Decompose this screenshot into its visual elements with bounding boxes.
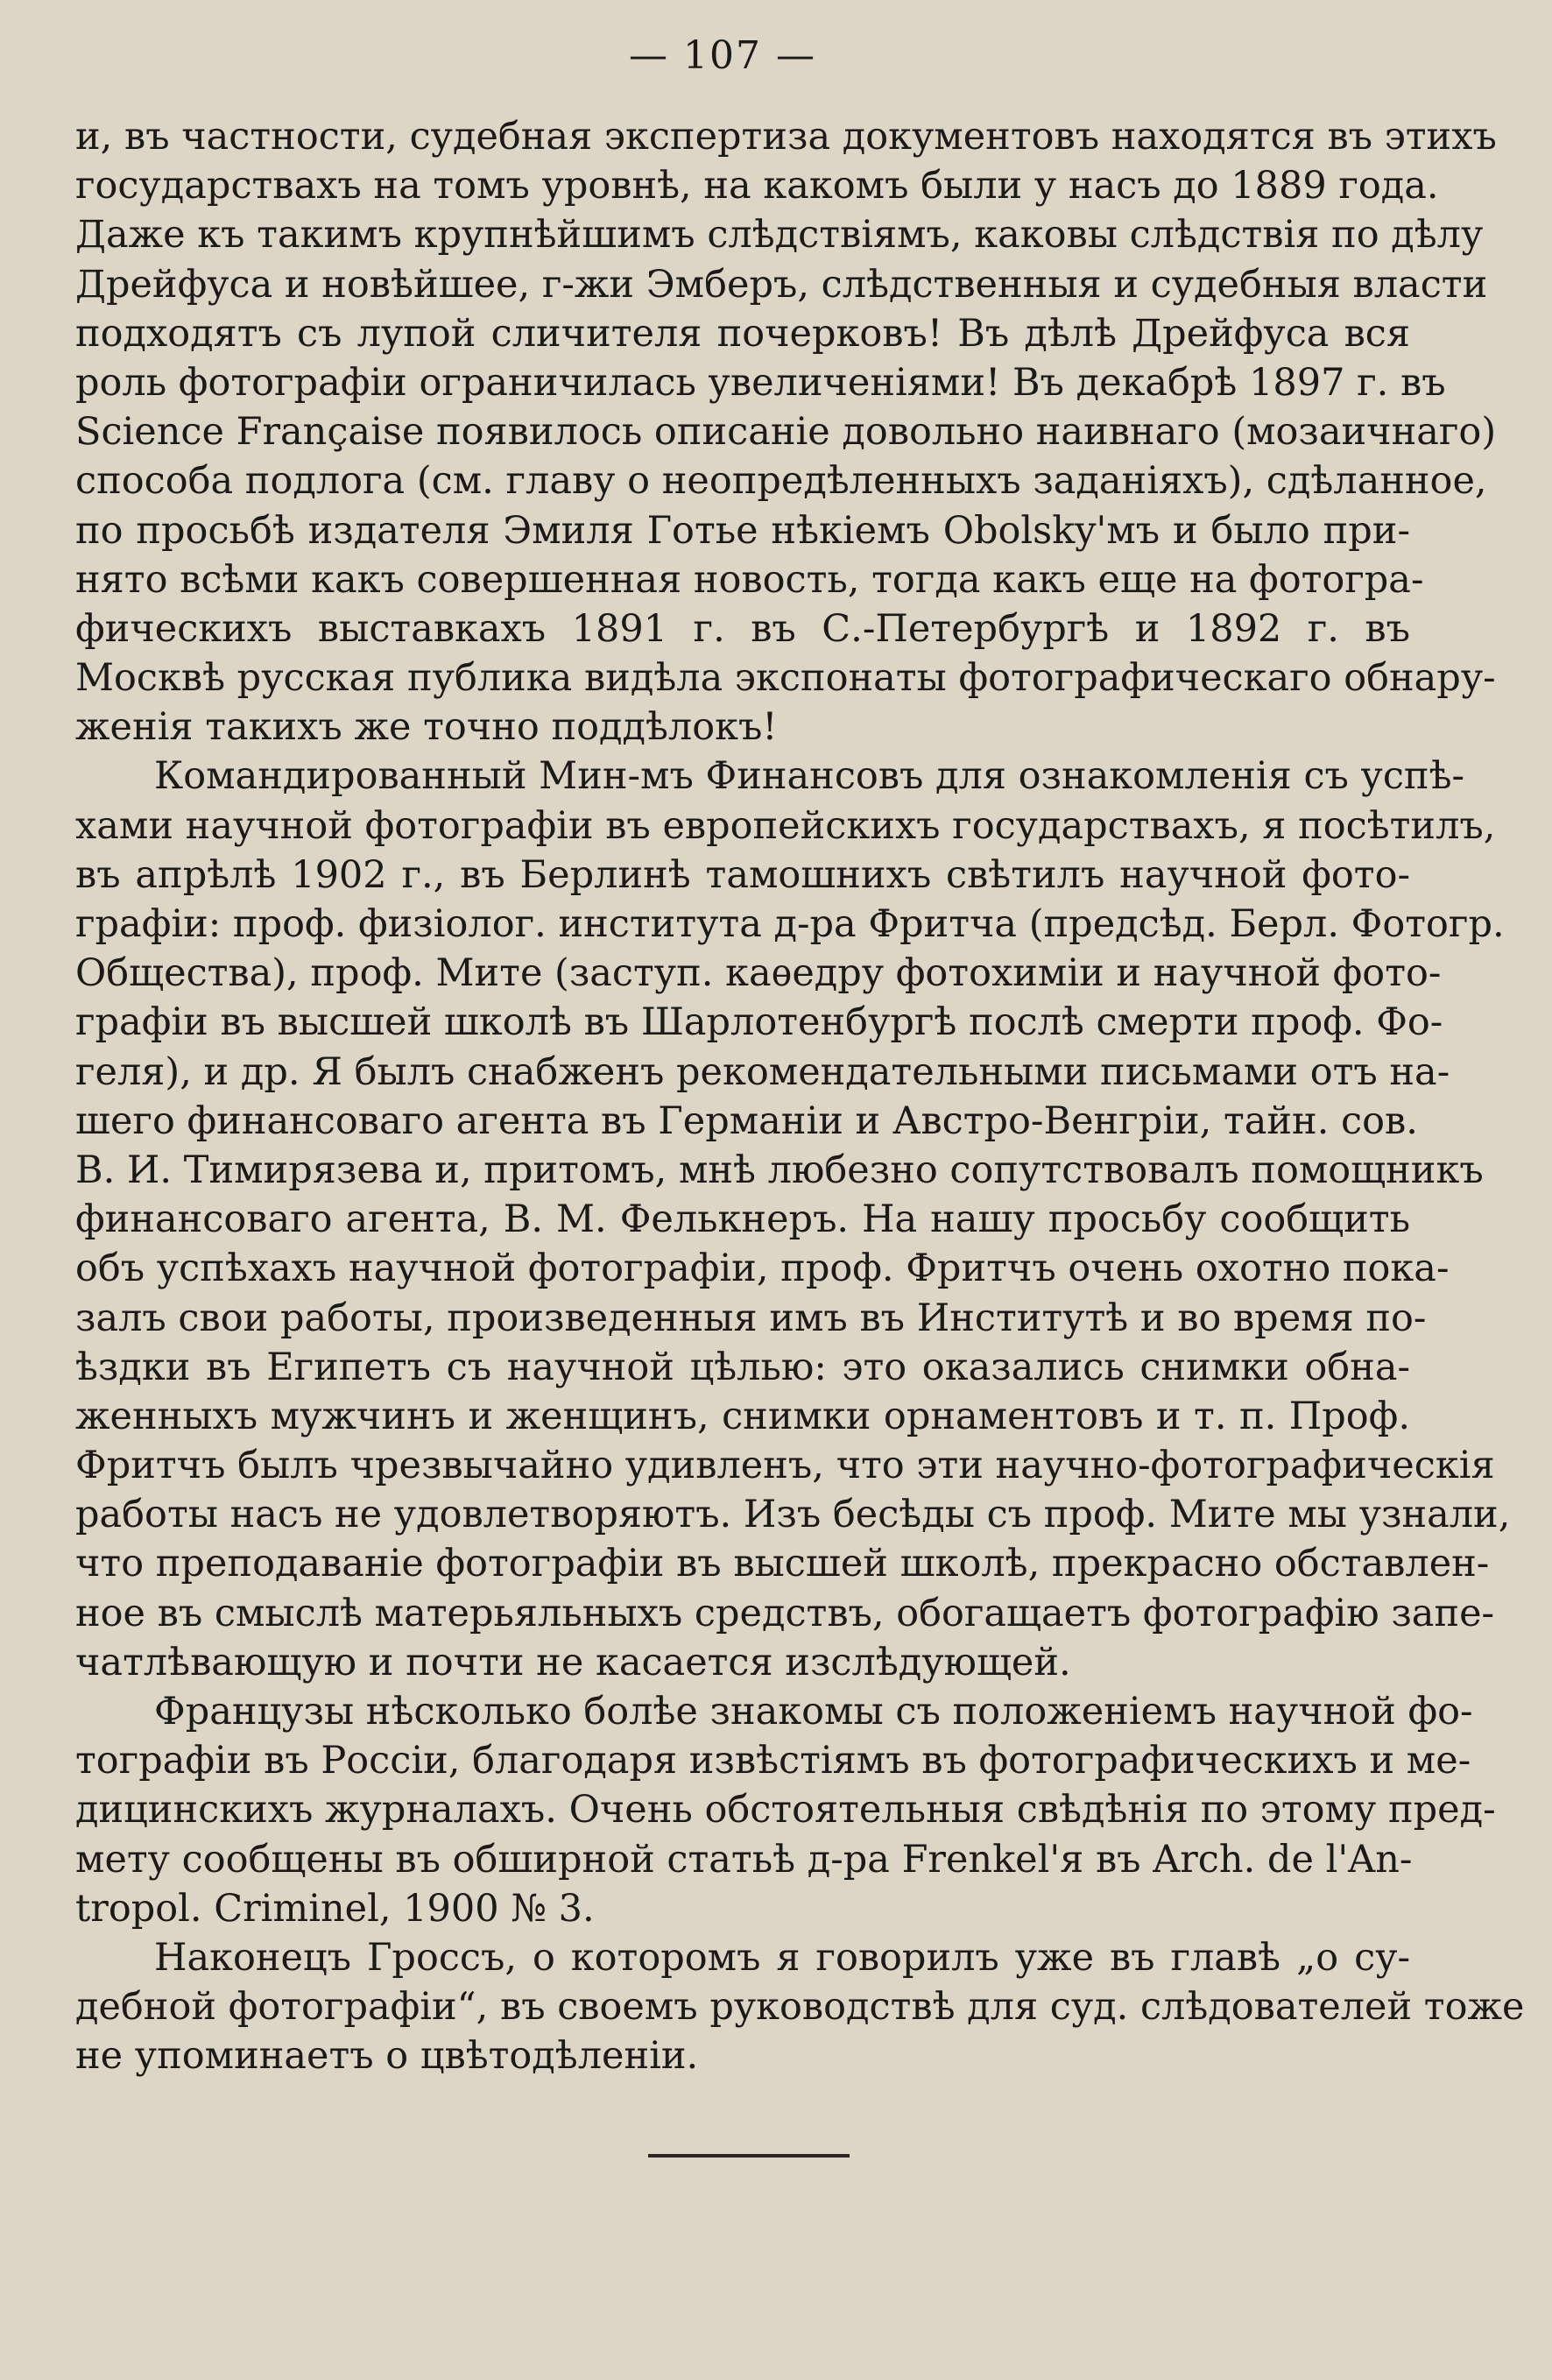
text-line: ное въ смыслѣ матерьяльныхъ средствъ, обогащаетъ фотографію запе- — [75, 1591, 1495, 1635]
text-line: фическихъ выставкахъ 1891 г. въ С.-Петербургѣ и 1892 г. въ — [75, 606, 1410, 651]
closing-rule — [648, 2154, 850, 2158]
text-line: женія такихъ же точно поддѣлокъ! — [75, 705, 778, 750]
paragraph-1 — [75, 112, 1497, 752]
text-line: залъ свои работы, произведенныя имъ въ Институтѣ и во время по- — [75, 1296, 1427, 1340]
text-line: Наконецъ Гроссъ, о которомъ я говорилъ уже въ главѣ „о су- — [154, 1935, 1410, 1980]
text-line: тографіи въ Россіи, благодаря извѣстіямъ въ фотографическихъ и ме- — [75, 1739, 1471, 1783]
text-line: работы насъ не удовлетворяютъ. Изъ бесѣды съ проф. Мите мы узнали, — [75, 1493, 1511, 1537]
text-line: Командированный Мин-мъ Финансовъ для ознакомленія съ успѣ- — [154, 754, 1465, 799]
text-line: не упоминаетъ о цвѣтодѣленіи. — [75, 2034, 699, 2079]
text-line: государствахъ на томъ уровнѣ, на какомъ были у насъ до 1889 года. — [75, 164, 1439, 208]
text-line: что преподаваніе фотографіи въ высшей школѣ, прекрасно обставлен- — [75, 1542, 1490, 1586]
text-line: геля), и др. Я былъ снабженъ рекомендательными письмами отъ на- — [75, 1049, 1450, 1094]
text-line: по просьбѣ издателя Эмиля Готье нѣкіемъ Obolsky'мъ и было при- — [75, 508, 1410, 553]
text-line: дебной фотографіи“, въ своемъ руководствѣ для суд. слѣдователей тоже — [75, 1985, 1525, 2030]
text-line: tropol. Criminel, 1900 № 3. — [75, 1886, 595, 1931]
text-line: Дрейфуса и новѣйшее, г-жи Эмберъ, слѣдственныя и судебныя власти — [75, 262, 1488, 307]
text-line: Фритчъ былъ чрезвычайно удивленъ, что эти научно-фотографическія — [75, 1444, 1495, 1488]
text-line: ѣздки въ Египетъ съ научной цѣлью: это оказались снимки обна- — [75, 1345, 1410, 1389]
text-line: способа подлога (см. главу о неопредѣленныхъ заданіяхъ), сдѣланное, — [75, 459, 1487, 504]
text-line: подходятъ съ лупой сличителя почерковъ! Въ дѣлѣ Дрейфуса вся — [75, 311, 1410, 356]
text-line: роль фотографіи ограничилась увеличеніями! Въ декабрѣ 1897 г. въ — [75, 360, 1446, 405]
text-line: нято всѣми какъ совершенная новость, тогда какъ еще на фотогра- — [75, 557, 1424, 602]
text-line: финансоваго агента, В. М. Фелькнеръ. На нашу просьбу сообщить — [75, 1197, 1410, 1242]
text-line: В. И. Тимирязева и, притомъ, мнѣ любезно сопутствовалъ помощникъ — [75, 1148, 1484, 1192]
text-line: чатлѣвающую и почти не касается изслѣдующей. — [75, 1640, 1071, 1684]
text-line: объ успѣхахъ научной фотографіи, проф. Фритчъ очень охотно пока- — [75, 1246, 1450, 1291]
text-line: женныхъ мужчинъ и женщинъ, снимки орнаментовъ и т. п. Проф. — [75, 1394, 1410, 1438]
text-line: дицинскихъ журналахъ. Очень обстоятельныя свѣдѣнія по этому пред- — [75, 1788, 1496, 1833]
text-line: Москвѣ русская публика видѣла экспонаты фотографическаго обнару- — [75, 656, 1496, 701]
paragraph-3 — [75, 1687, 1496, 1933]
text-line: графіи: проф. физіолог. института д-ра Фритча (предсѣд. Берл. Фотогр. — [75, 902, 1505, 946]
paragraph-4 — [75, 1933, 1525, 2081]
text-line: шего финансоваго агента въ Германіи и Австро-Венгріи, тайн. сов. — [75, 1098, 1418, 1143]
text-line: и, въ частности, судебная экспертиза документовъ находятся въ этихъ — [75, 115, 1497, 159]
text-line: хами научной фотографіи въ европейскихъ государствахъ, я посѣтилъ, — [75, 803, 1496, 848]
text-line: графіи въ высшей школѣ въ Шарлотенбургѣ послѣ смерти проф. Фо- — [75, 1000, 1443, 1045]
text-line: Общества), проф. Мите (заступ. каѳедру фотохиміи и научной фото- — [75, 951, 1442, 996]
text-line: Французы нѣсколько болѣе знакомы съ положеніемъ научной фо- — [154, 1690, 1473, 1734]
paragraph-2 — [75, 752, 1511, 1687]
text-line: Science Française появилось описаніе довольно наивнаго (мозаичнаго) — [75, 410, 1497, 455]
body-text — [75, 112, 1525, 2081]
text-line: въ апрѣлѣ 1902 г., въ Берлинѣ тамошнихъ свѣтилъ научной фото- — [75, 852, 1410, 897]
text-line: мету сообщены въ обширной статьѣ д-ра Frenkel'я въ Arch. de l'An- — [75, 1837, 1413, 1882]
page-number: — 107 — — [629, 33, 816, 78]
text-line: Даже къ такимъ крупнѣйшимъ слѣдствіямъ, каковы слѣдствія по дѣлу — [75, 213, 1484, 258]
